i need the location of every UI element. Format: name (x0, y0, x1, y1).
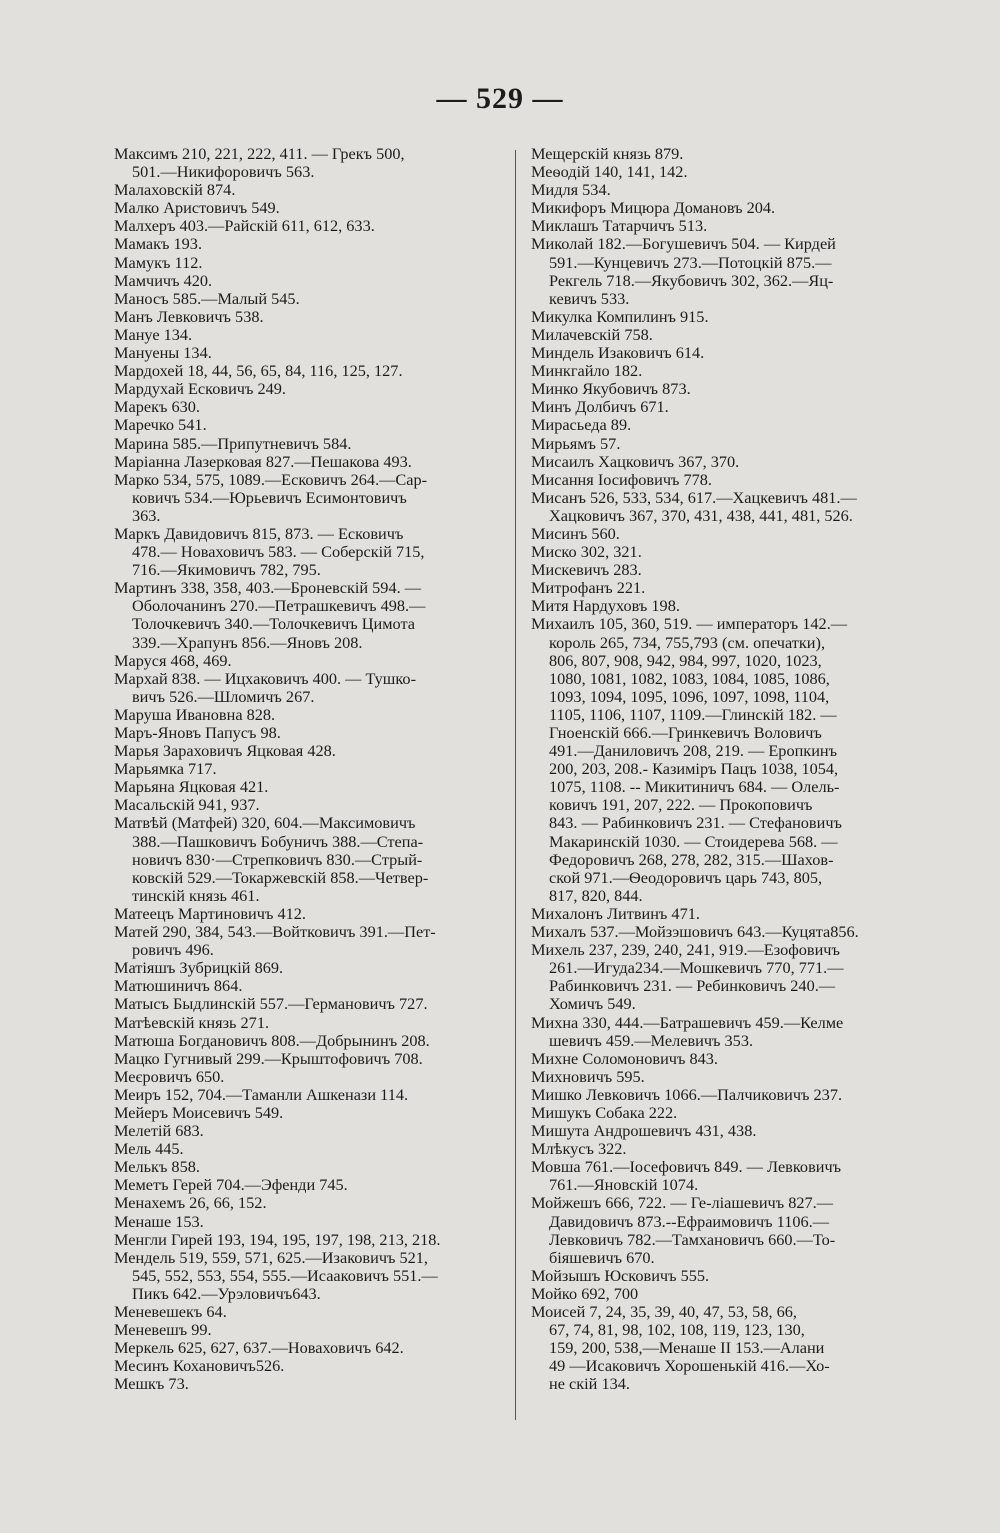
index-entry: Мардохей 18, 44, 56, 65, 84, 116, 125, 127. (114, 362, 403, 381)
index-entry: Мисанъ 526, 533, 534, 617.—Хацкевичъ 481.— (531, 488, 857, 507)
index-entry-continuation: Макаринскій 1030. — Стоидерева 568. — (549, 832, 838, 851)
index-entry-continuation: 545, 552, 553, 554, 555.—Исааковичъ 551.— (132, 1266, 438, 1285)
index-entry-continuation: 761.—Яновскій 1074. (549, 1176, 699, 1195)
index-entry-continuation: 1105, 1106, 1107, 1109.—Глинскій 182. — (549, 705, 837, 724)
index-entry-continuation: біяшевичъ 670. (549, 1248, 655, 1267)
index-entry: Мишукъ Собака 222. (531, 1103, 678, 1122)
index-entry: Михне Соломоновичъ 843. (531, 1049, 718, 1068)
index-entry-continuation: 1093, 1094, 1095, 1096, 1097, 1098, 1104, (549, 687, 830, 706)
index-entry: Мешкъ 73. (114, 1375, 189, 1394)
index-entry: Микифоръ Мицюра Домановъ 204. (531, 199, 776, 218)
index-entry-continuation: ковичъ 534.—Юрьевичъ Есимонтовичъ (132, 488, 407, 507)
index-entry: Меневешъ 99. (114, 1321, 212, 1340)
index-entry: Мацко Гугнивый 299.—Крыштофовичъ 708. (114, 1049, 423, 1068)
index-entry-continuation: ковскій 529.—Токаржевскій 858.—Четвер- (132, 868, 429, 887)
index-entry-continuation: Оболочанинъ 270.—Петрашкевичъ 498.— (132, 597, 426, 616)
index-entry-continuation: Хацковичъ 367, 370, 431, 438, 441, 481, 526. (549, 506, 853, 525)
index-entry-continuation: вичъ 526.—Шломичъ 267. (132, 687, 315, 706)
index-entry: Мартинъ 338, 358, 403.—Броневскій 594. — (114, 579, 422, 598)
index-entry-continuation: 591.—Кунцевичъ 273.—Потоцкій 875.— (549, 253, 832, 272)
index-entry-continuation: 716.—Якимовичъ 782, 795. (132, 561, 321, 580)
index-entry: Матвѣй (Матфей) 320, 604.—Максимовичъ (114, 814, 416, 833)
index-entry-continuation: Гноенскій 666.—Гринкевичъ Воловичъ (549, 724, 822, 742)
index-entry: Михаилъ 105, 360, 519. — императоръ 142.— (531, 615, 848, 634)
index-entry: Мамакъ 193. (114, 235, 203, 254)
index-entry: Меневешекъ 64. (114, 1303, 227, 1321)
index-entry: Мовша 761.—Іосефовичъ 849. — Левковичъ (531, 1158, 842, 1177)
index-entry: Манъ Левковичъ 538. (114, 307, 264, 326)
index-entry-continuation: ровичъ 496. (132, 941, 214, 960)
index-entry: Матіяшъ Зубрицкій 869. (114, 959, 284, 978)
index-entry: Менаше 153. (114, 1212, 204, 1231)
index-entry: Меркель 625, 627, 637.—Новаховичъ 642. (114, 1339, 404, 1358)
index-entry-continuation: 200, 203, 208.- Казиміръ Пацъ 1038, 1054, (549, 760, 839, 779)
index-entry-continuation: 1075, 1108. -- Микитиничъ 684. — Олель- (549, 778, 840, 797)
index-entry: Маруся 468, 469. (114, 651, 232, 670)
index-entry-continuation: Левковичъ 782.—Тамхановичъ 660.—То- (549, 1230, 836, 1249)
index-entry: Малаховскій 874. (114, 181, 236, 200)
index-entry: Мишута Андрошевичъ 431, 438. (531, 1122, 757, 1141)
index-entry-continuation: Толочкевичъ 340.—Толочкевичъ Цимота (132, 615, 415, 634)
index-entry-continuation: Хомичъ 549. (549, 995, 636, 1014)
index-entry: Максимъ 210, 221, 222, 411. — Грекъ 500, (114, 145, 405, 163)
index-entry: Менахемъ 26, 66, 152. (114, 1194, 267, 1213)
index-entry-continuation: Давидовичъ 873.--Ефраимовичъ 1106.— (549, 1212, 829, 1231)
index-entry: Марья Зараховичъ Яцковая 428. (114, 742, 336, 761)
index-entry: Мирьямъ 57. (531, 434, 621, 453)
index-entry: Мирасьеда 89. (531, 416, 632, 435)
index-entry: Мамчичъ 420. (114, 271, 213, 290)
index-entry: Минко Якубовичъ 873. (531, 380, 691, 399)
index-entry: Мануены 134. (114, 344, 212, 363)
index-entry-continuation: 67, 74, 81, 98, 102, 108, 119, 123, 130, (549, 1321, 805, 1340)
index-entry-continuation: 1080, 1081, 1082, 1083, 1084, 1085, 1086, (549, 669, 830, 688)
index-entry: Минъ Долбичъ 671. (531, 398, 669, 417)
index-entry: Марьяна Яцковая 421. (114, 778, 269, 797)
column-divider (515, 150, 516, 1420)
index-entry: Меѳодій 140, 141, 142. (531, 163, 688, 182)
index-entry-continuation: шевичъ 459.—Мелевичъ 353. (549, 1031, 754, 1050)
index-entry-continuation: Рабинковичъ 231. — Ребинковичъ 240.— (549, 977, 836, 996)
index-entry: Мойко 692, 700 (531, 1284, 639, 1303)
index-entry: Мамукъ 112. (114, 253, 203, 272)
index-entry: Матюша Богдановичъ 808.—Добрынинъ 208. (114, 1031, 430, 1050)
index-entry: Менгли Гирей 193, 194, 195, 197, 198, 213, 218. (114, 1230, 441, 1249)
index-entry: Мидля 534. (531, 181, 611, 200)
index-entry: Марекъ 630. (114, 398, 200, 417)
index-entry: Матѣевскій князь 271. (114, 1013, 270, 1032)
index-entry: Матюшиничъ 864. (114, 977, 243, 996)
index-entry: Миклашъ Татарчичъ 513. (531, 217, 708, 236)
index-entry-continuation: 159, 200, 538,—Менаше II 153.—Алани (549, 1339, 825, 1358)
index-entry: Марина 585.—Припутневичъ 584. (114, 434, 352, 453)
index-entry: Месинъ Кохановичъ526. (114, 1357, 285, 1376)
index-entry-continuation: 843. — Рабинковичъ 231. — Стефановичъ (549, 814, 842, 833)
index-entry-continuation: 817, 820, 844. (549, 886, 643, 905)
index-entry: Мисинъ 560. (531, 524, 620, 543)
index-entry: Мель 445. (114, 1140, 184, 1159)
index-entry: Мещерскій князь 879. (531, 145, 684, 163)
index-entry: Марко 534, 575, 1089.—Есковичъ 264.—Сар- (114, 470, 428, 489)
index-entry: Матысъ Быдлинскій 557.—Германовичъ 727. (114, 995, 428, 1014)
index-entry: Мендель 519, 559, 571, 625.—Изаковичъ 521, (114, 1248, 429, 1267)
index-entry: Миндель Изаковичъ 614. (531, 344, 705, 363)
index-column-right (531, 145, 921, 1393)
index-entry-continuation: 501.—Никифоровичъ 563. (132, 163, 315, 182)
index-entry: Милачевскій 758. (531, 325, 653, 344)
index-entry: Матеецъ Мартиновичъ 412. (114, 904, 306, 923)
index-entry-continuation: 806, 807, 908, 942, 984, 997, 1020, 1023, (549, 651, 822, 670)
index-entry: Маріанна Лазерковая 827.—Пешакова 493. (114, 452, 412, 471)
index-entry: Михна 330, 444.—Батрашевичъ 459.—Келме (531, 1013, 844, 1032)
index-entry-continuation: ковичъ 191, 207, 222. — Прокоповичъ (549, 796, 813, 815)
index-entry-continuation: Рекгель 718.—Якубовичъ 302, 362.—Яц- (549, 271, 834, 290)
index-entry: Мискевичъ 283. (531, 561, 642, 580)
index-entry: Маречко 541. (114, 416, 207, 435)
index-entry: Меиръ 152, 704.—Таманли Ашкенази 114. (114, 1085, 409, 1104)
index-entry: Млѣкусъ 322. (531, 1140, 627, 1159)
index-entry-continuation: не скій 134. (549, 1375, 630, 1394)
index-entry: Малхеръ 403.—Райскій 611, 612, 633. (114, 217, 375, 236)
index-entry: Мойжешъ 666, 722. — Ге-ліашевичъ 827.— (531, 1194, 833, 1213)
index-entry: Митрофанъ 221. (531, 579, 646, 598)
index-entry: Меєровичъ 650. (114, 1067, 225, 1086)
index-entry: Маносъ 585.—Малый 545. (114, 289, 300, 308)
index-entry-continuation: 339.—Храпунъ 856.—Яновъ 208. (132, 633, 363, 652)
index-entry: Михалонъ Литвинъ 471. (531, 904, 700, 923)
index-entry: Матей 290, 384, 543.—Войтковичъ 391.—Пет- (114, 923, 436, 942)
index-entry-continuation: 363. (132, 506, 161, 525)
index-entry: Меметъ Герей 704.—Эфенди 745. (114, 1176, 348, 1195)
index-entry: Мануе 134. (114, 325, 193, 344)
index-entry: Михалъ 537.—Мойзэшовичъ 643.—Куцята856. (531, 923, 859, 942)
index-entry: Миколай 182.—Богушевичъ 504. — Кирдей (531, 235, 836, 254)
page-number: — 529 — (436, 82, 564, 115)
index-entry: Мелетій 683. (114, 1122, 204, 1141)
index-entry: Мархай 838. — Ицхаковичъ 400. — Тушко- (114, 669, 416, 688)
index-entry: Мелькъ 858. (114, 1158, 200, 1177)
index-entry-continuation: 388.—Пашковичъ Бобуничъ 388.—Степа- (132, 832, 424, 851)
index-entry-continuation: 261.—Игуда234.—Мошкевичъ 770, 771.— (549, 959, 844, 978)
index-entry-continuation: король 265, 734, 755,793 (см. опечатки), (549, 633, 826, 652)
index-entry: Микулка Компилинъ 915. (531, 307, 709, 326)
index-entry: Мойзышъ Юсковичъ 555. (531, 1266, 710, 1285)
index-entry: Маръ-Яновъ Папусъ 98. (114, 724, 281, 742)
index-entry: Михель 237, 239, 240, 241, 919.—Езофовичъ (531, 941, 840, 960)
index-entry: Мишко Левковичъ 1066.—Палчиковичъ 237. (531, 1085, 843, 1104)
index-entry: Мейеръ Моисевичъ 549. (114, 1103, 284, 1122)
index-entry-continuation: тинскій князь 461. (132, 886, 260, 905)
index-entry-continuation: Пикъ 642.—Урэловичъ643. (132, 1284, 321, 1303)
index-entry: Мардухай Есковичъ 249. (114, 380, 286, 399)
index-entry: Митя Нардуховъ 198. (531, 597, 680, 616)
index-entry: Миско 302, 321. (531, 543, 642, 562)
index-entry-continuation: кевичъ 533. (549, 289, 630, 308)
index-entry: Михновичъ 595. (531, 1067, 645, 1086)
index-entry-continuation: 478.— Новаховичъ 583. — Соберскій 715, (132, 543, 425, 562)
index-entry: Малко Аристовичъ 549. (114, 199, 280, 218)
index-entry: Марьямка 717. (114, 760, 217, 779)
index-entry: Мисаилъ Хацковичъ 367, 370. (531, 452, 740, 471)
index-column-left (114, 145, 506, 1393)
index-entry: Мисання Іосифовичъ 778. (531, 470, 712, 489)
index-entry: Маркъ Давидовичъ 815, 873. — Есковичъ (114, 524, 404, 543)
index-entry-continuation: 491.—Даниловичъ 208, 219. — Еропкинъ (549, 742, 838, 761)
index-entry-continuation: ской 971.—Ѳеодоровичъ царь 743, 805, (549, 868, 823, 887)
index-entry-continuation: Федоровичъ 268, 278, 282, 315.—Шахов- (549, 850, 834, 869)
index-entry-continuation: новичъ 830·—Стрепковичъ 830.—Стрый- (132, 850, 423, 869)
index-entry: Минкгайло 182. (531, 362, 643, 381)
index-entry-continuation: 49 —Исаковичъ Хорошенькій 416.—Хо- (549, 1357, 830, 1376)
index-entry: Маруша Ивановна 828. (114, 705, 276, 724)
index-entry: Масальскій 941, 937. (114, 796, 260, 815)
index-entry: Моисей 7, 24, 35, 39, 40, 47, 53, 58, 66, (531, 1303, 797, 1321)
